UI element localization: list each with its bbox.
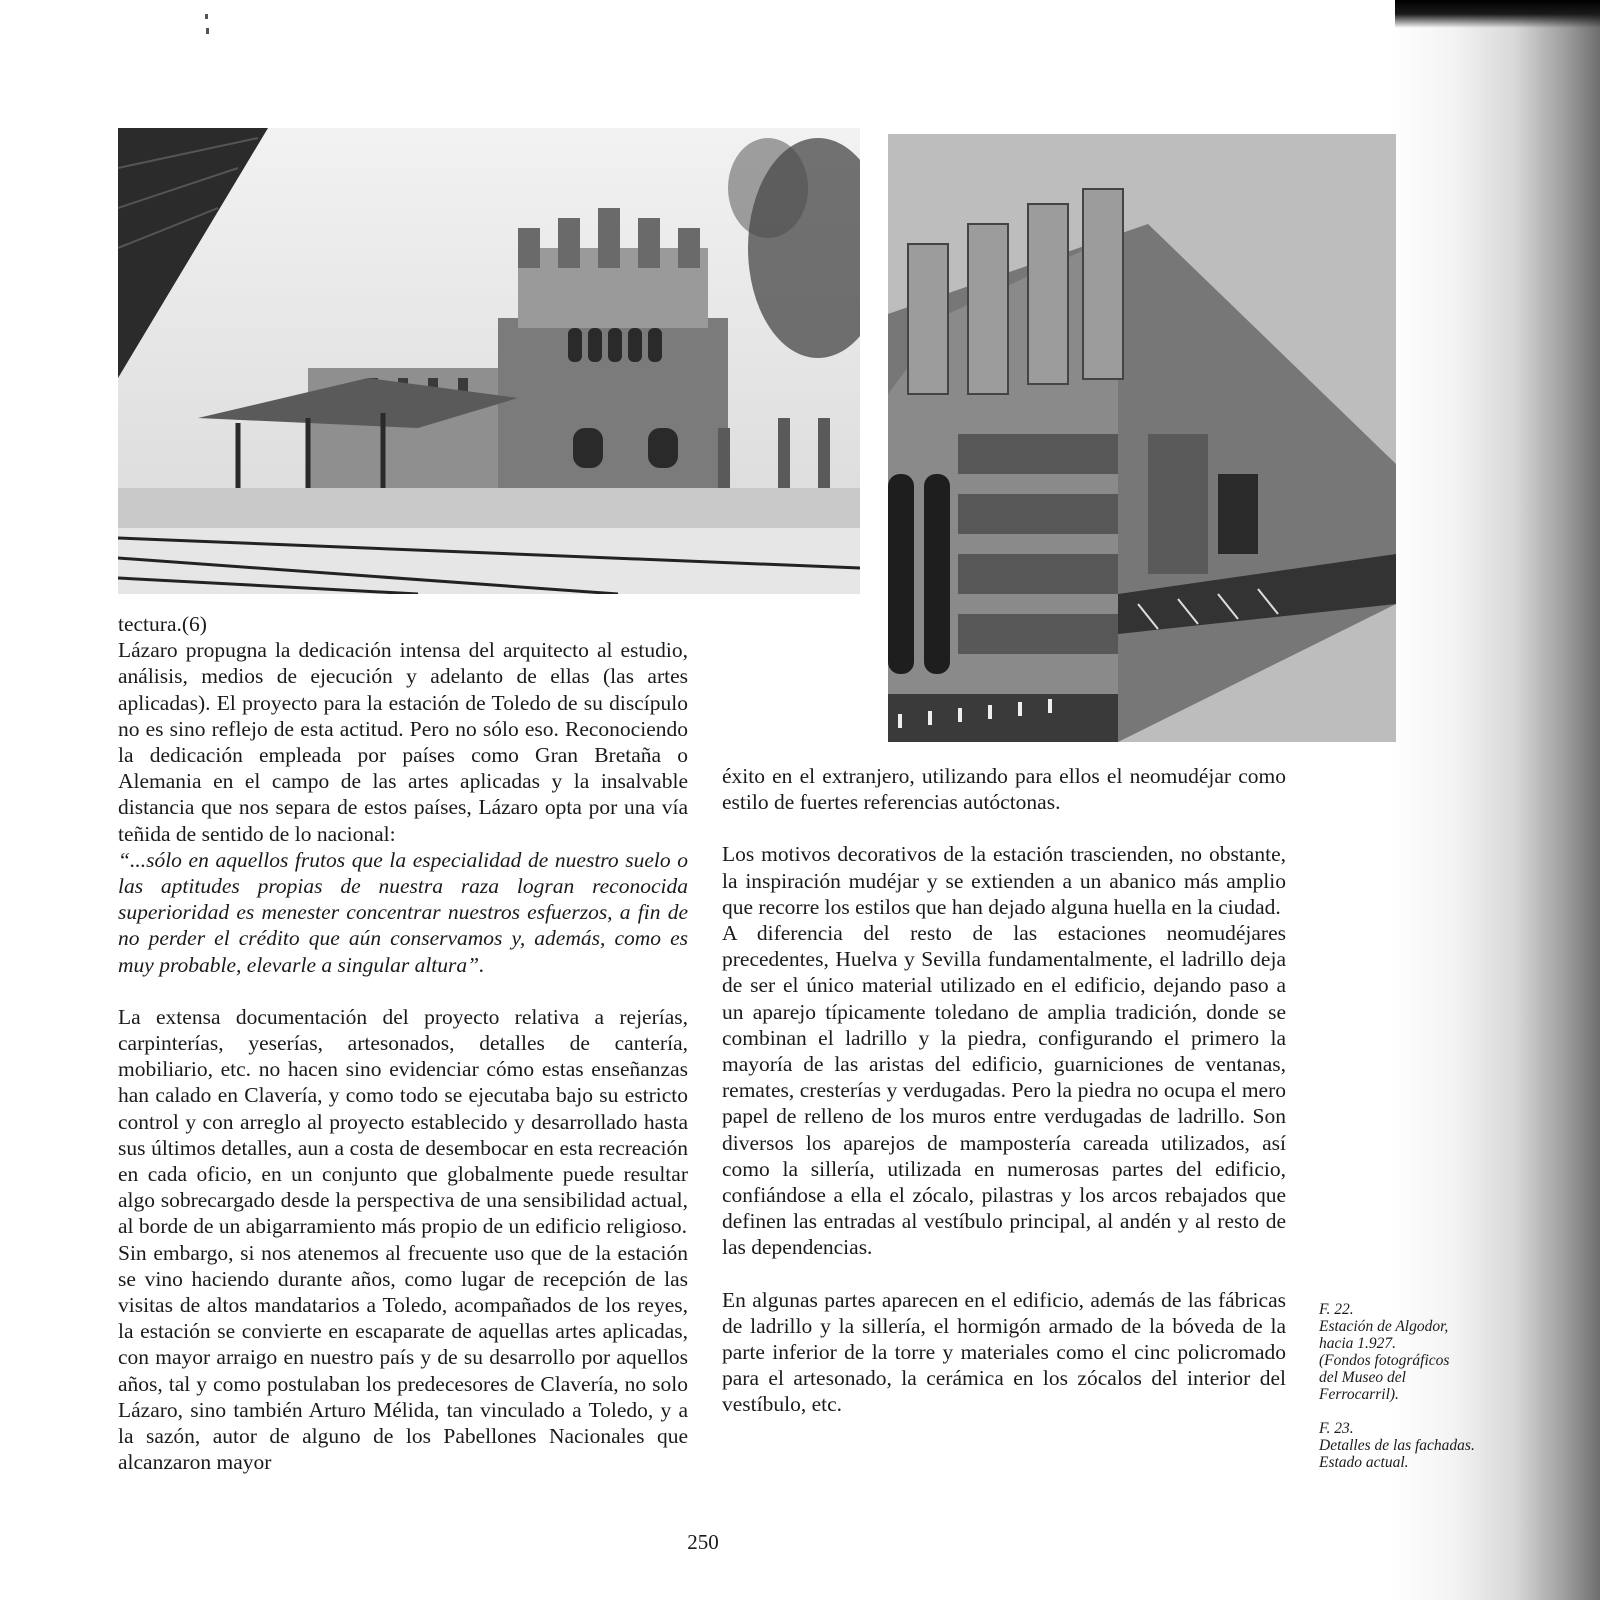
right-text-column [722,763,1286,1418]
paragraph: tectura.(6) [118,612,207,636]
left-text-column [118,611,688,1476]
paragraph: éxito en el extranjero, utilizando para ellos el neomudéjar como estilo de fuertes referencias autóctonas. [722,764,1286,815]
caption-line: (Fondos fotográficos [1319,1352,1450,1369]
paragraph: La extensa documentación del proyecto relativa a rejerías, carpinterías, yeserías, artesonados, detalles de cantería, mobiliario, etc. no hacen sino evidenciar cómo estas enseñanzas han calado en Clavería, y como todo se ejecutaba bajo su estricto control y con arreglo al proyecto establecido y desarrollado hasta sus últimos detalles, aun a costa de desembocar en esta recreación en cada oficio, en un conjunto que globalmente puede resultar algo sobrecargado desde la perspectiva de una sensibilidad actual, al borde de un abigarramiento más propio de un edificio religioso. [118,1004,688,1239]
paragraph: En algunas partes aparecen en el edificio, además de las fábricas de ladrillo y la sillería, el hormigón armado de la bóveda de la parte inferior de la torre y materiales como el cinc policromado para el artesonado, la cerámica en los zócalos del interior del vestíbulo, etc. [722,1287,1286,1417]
caption-line: Detalles de las fachadas. [1319,1437,1475,1454]
scan-edge [1395,0,1600,28]
caption-line: Estación de Algodor, [1319,1318,1449,1335]
caption-f22 [1319,1301,1519,1403]
paragraph: Sin embargo, si nos atenemos al frecuente uso que de la estación se vino haciendo durante años, como lugar de recepción de las visitas de altos mandatarios a Toledo, acompañados de los reyes, la estación se convierte en escaparate de aquellas artes aplicadas, con mayor arraigo en nuestro país y de su desarrollo por aquellos años, tal y como postulaban los predecesores de Clavería, no solo Lázaro, sino también Arturo Mélida, tan vinculado a Toledo, y a la sazón, autor de alguno de los Pabellones Nacionales que alcanzaron mayor [118,1240,688,1475]
photo-facade-details [888,134,1396,742]
caption-f23 [1319,1420,1519,1471]
caption-label: F. 22. [1319,1301,1354,1318]
caption-line: Ferrocarril). [1319,1386,1399,1403]
page-number: 250 [687,1530,719,1554]
quotation: “...sólo en aquellos frutos que la especialidad de nuestro suelo o las aptitudes propias de nuestra raza logran reconocida superioridad es menester concentrar nuestros esfuerzos, a fin de no perder el crédito que aún conservamos y, además, como es muy probable, elevarle a singular altura”. [118,847,688,977]
caption-line: del Museo del [1319,1369,1406,1386]
scan-speck [206,28,209,34]
photo-station-algodor [118,128,860,594]
caption-line: Estado actual. [1319,1454,1409,1471]
caption-line: hacia 1.927. [1319,1335,1397,1352]
paragraph: Los motivos decorativos de la estación trascienden, no obstante, la inspiración mudéjar y se extienden a un abanico más amplio que recorre los estilos que han dejado alguna huella en la ciudad. [722,842,1286,919]
caption-label: F. 23. [1319,1420,1354,1437]
paragraph: Lázaro propugna la dedicación intensa del arquitecto al estudio, análisis, medios de ejecución y adelanto de ellas (las artes aplicadas). El proyecto para la estación de Toledo de su discípulo no es sino reflejo de esta actitud. Pero no sólo eso. Reconociendo la dedicación empleada por países como Gran Bretaña o Alemania en el campo de las artes aplicadas y la insalvable distancia que nos separa de estos países, Lázaro opta por una vía teñida de sentido de lo nacional: [118,638,688,846]
scan-speck [205,14,208,19]
paragraph: A diferencia del resto de las estaciones neomudéjares precedentes, Huelva y Sevilla fundamentalmente, el ladrillo deja de ser el único material utilizado en el edificio, dejando paso a un aparejo típicamente toledano de amplia tradición, donde se combinan el ladrillo y la piedra, configurando el primero la mayoría de las aristas del edificio, guarniciones de ventanas, remates, cresterías y verdugadas. Pero la piedra no ocupa el mero papel de relleno de los muros entre verdugadas de ladrillo. Son diversos los aparejos de mampostería careada utilizados, así como la sillería, utilizada en numerosas partes del edificio, confiándose a ella el zócalo, pilastras y los arcos rebajados que definen las entradas al vestíbulo principal, al andén y al resto de las dependencias. [722,921,1286,1260]
figure-captions [1319,1301,1519,1488]
